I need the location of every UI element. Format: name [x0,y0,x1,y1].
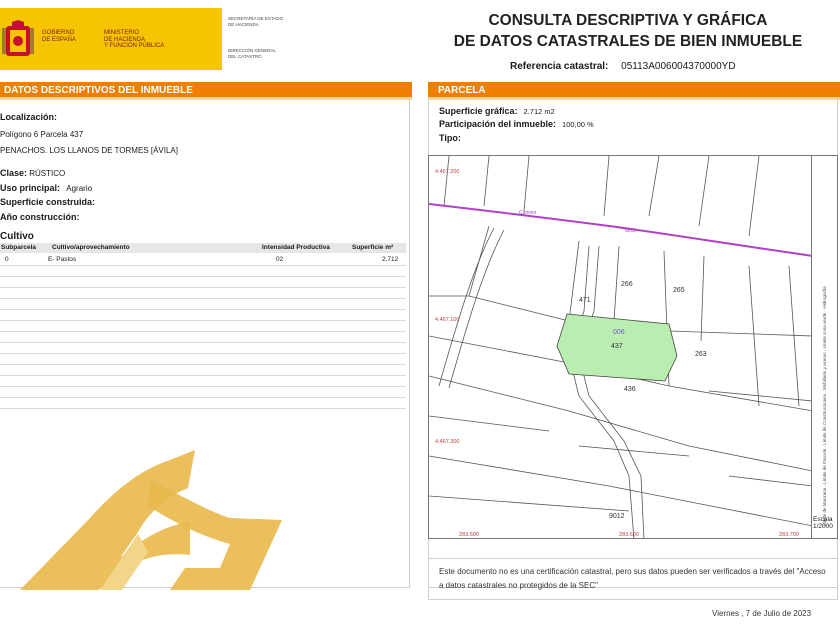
coord-label: 283.500 [459,532,479,538]
parcel-label: 263 [695,351,707,358]
highlight-number: 006 [613,329,625,336]
sup-value: 2.712 m2 [523,107,555,116]
direccion-line: DEL CATASTRO [228,53,262,59]
coord-label: 283.700 [779,532,799,538]
secretaria-text [228,16,298,27]
secretaria-line: SECRETARÍA DE ESTADO [228,16,284,21]
cell-cultivo: E- Pastos [48,256,77,263]
ref-label: Referencia catastral: [510,61,609,72]
col-intensidad: Intensidad Productiva [262,244,330,251]
cultivo-title: Cultivo [0,231,34,242]
parcel-label: 437 [611,343,623,350]
gov-text [42,30,76,43]
path-lines [439,228,644,539]
map-legend [812,155,838,539]
map-svg [429,156,812,539]
localizacion-label: Localización: [0,112,58,122]
superficie-grafica-row [439,106,555,116]
road-label: 9011 [625,228,636,234]
legend-text: Límite de Manzana · Límite de Parcela · Límite de Construcciones · Mobiliario y aceras · Límite zona verde · Hidrografía [822,286,827,526]
superficie-construida-label: Superficie construida: [0,197,96,207]
part-value: 100,00 % [562,120,594,129]
title-line-2: DE DATOS CATASTRALES DE BIEN INMUEBLE [453,33,803,50]
sup-label: Superficie gráfica: [439,106,518,116]
uso-label: Uso principal: [0,183,61,193]
tipo-row [439,133,467,143]
ministry-line: DE HACIENDA [104,36,146,43]
table-rule [0,375,406,376]
scale-value: 1/2000 [813,523,833,530]
col-cultivo: Cultivo/aprovechamiento [52,244,130,251]
table-row [0,255,406,264]
col-superficie: Superficie m² [352,244,394,251]
col-subparcela: Subparcela [1,244,37,251]
cell-intensidad: 02 [276,256,284,263]
datos-panel [0,100,410,588]
gov-logo [0,8,222,70]
localizacion-line-1: Polígono 6 Parcela 437 [0,130,84,139]
direccion-text [228,48,298,59]
coord-label: 4.467.300 [435,439,460,445]
clase-value: RÚSTICO [29,169,66,178]
participacion-row [439,119,594,129]
cell-superficie: 2.712 [382,256,399,263]
clase-label: Clase: [0,168,28,178]
direccion-line: DIRECCIÓN GENERAL [228,48,277,53]
coord-label: 4.467.200 [435,169,460,175]
scale-label: Escala [813,516,833,523]
cadastral-map[interactable] [428,155,812,539]
table-rule [0,287,406,288]
document-date: Viernes , 7 de Julio de 2023 [712,609,812,618]
table-rule [0,397,406,398]
uso-value: Agrario [66,184,93,193]
parcel-label: 436 [624,386,636,393]
road-label: Camino [519,210,537,216]
coord-label: 4.467.100 [435,317,460,323]
table-rule [0,309,406,310]
table-rule [0,342,406,343]
table-rule [0,331,406,332]
table-rule [0,364,406,365]
gov-line: DE ESPAÑA [42,36,76,43]
verification-notice: Este documento no es una certificación catastral, pero sus datos pueden ser verificados a través del "Acceso a datos catastrales no protegidos de la SEC" [428,558,838,600]
tipo-label: Tipo: [439,133,461,143]
title-line-1: CONSULTA DESCRIPTIVA Y GRÁFICA [488,12,768,29]
map-scale [812,516,838,530]
table-rule [0,298,406,299]
clase-row [0,168,65,178]
referencia-catastral [510,61,736,72]
parcel-label: 265 [673,287,685,294]
table-rule [0,353,406,354]
secretaria-line: DE HACIENDA [228,21,259,27]
road-line [429,204,812,256]
anio-construccion-label: Año construcción: [0,212,80,222]
page-title [430,10,826,52]
uso-row [0,183,92,193]
table-rule [0,320,406,321]
parcel-label: 266 [621,281,633,288]
coord-label: 283.600 [619,532,639,538]
cell-subparcela: 0 [5,256,9,263]
localizacion-line-2: PENACHOS. LOS LLANOS DE TORMES [ÁVILA] [0,146,178,155]
table-rule [0,265,406,266]
part-label: Participación del inmueble: [439,119,557,129]
parcel-label: 9012 [609,513,625,520]
section-bar-parcela: PARCELA [428,82,840,100]
section-bar-datos: DATOS DESCRIPTIVOS DEL INMUEBLE [0,82,412,100]
table-rule [0,276,406,277]
table-rule [0,408,406,409]
table-rule [0,386,406,387]
cultivo-table-header [0,243,406,253]
coat-of-arms-icon [2,20,34,62]
ministry-text [104,30,164,50]
ministry-line: MINISTERIO [104,30,140,36]
parcel-label: 471 [579,297,591,304]
ministry-line: Y FUNCIÓN PÚBLICA [104,43,165,49]
watermark-logo [20,440,282,590]
ref-value: 05113A006004370000YD [621,61,736,72]
gov-line: GOBIERNO [42,30,75,36]
